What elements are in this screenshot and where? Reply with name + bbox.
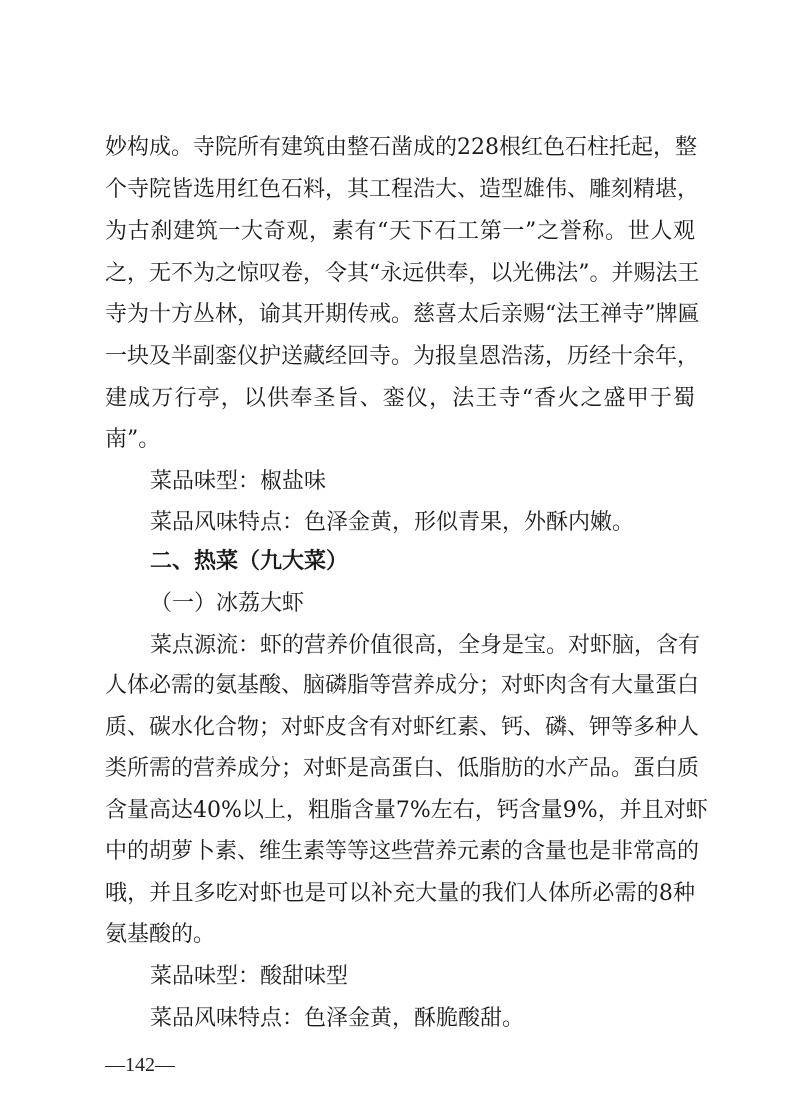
body-text-line: 建成万行亭，以供奉圣旨、銮仪，法王寺“香火之盛甲于蜀 [105,386,695,411]
body-text-line: 人体必需的氨基酸、脑磷脂等营养成分；对虾肉含有大量蛋白 [105,673,700,698]
body-text-line: 个寺院皆选用红色石料，其工程浩大、造型雄伟、雕刻精堪， [105,177,700,202]
flavor-type-text: 菜品味型：椒盐味 [150,469,327,494]
flavor-features-text: 菜品风味特点：色泽金黄，酥脆酸甜。 [150,1006,525,1031]
body-text-line: 南”。 [105,427,161,452]
body-text-line: 之，无不为之惊叹卷，令其“永远供奉，以光佛法”。并赐法王 [105,261,700,286]
subsection-heading: （一）冰荔大虾 [150,591,305,616]
body-text-line: 一块及半副銮仪护送藏经回寺。为报皇恩浩荡，历经十余年， [105,344,700,369]
flavor-features-text: 菜品风味特点：色泽金黄，形似青果，外酥内嫩。 [150,510,635,535]
body-text-line: 含量高达40%以上，粗脂含量7%左右，钙含量9%，并且对虾 [105,798,708,823]
section-heading: 二、热菜（九大菜） [150,549,349,574]
body-text-line: 菜点源流：虾的营养价值很高，全身是宝。对虾脑，含有 [150,633,701,658]
body-text-line: 哦，并且多吃对虾也是可以补充大量的我们人体所必需的8种 [105,881,695,906]
body-text-line: 类所需的营养成分；对虾是高蛋白、低脂肪的水产品。蛋白质 [105,756,700,781]
page-number: —142— [105,1054,175,1076]
body-text-line: 中的胡萝卜素、维生素等等这些营养元素的含量也是非常高的 [105,839,700,864]
body-text-line: 寺为十方丛林，谕其开期传戒。慈喜太后亲赐“法王禅寺”牌匾 [105,302,700,327]
body-text-line: 妙构成。寺院所有建筑由整石凿成的228根红色石柱托起，整 [105,135,697,160]
flavor-type-text: 菜品味型：酸甜味型 [150,964,349,989]
body-text-line: 为古刹建筑一大奇观，素有“天下石工第一”之誉称。世人观 [105,219,695,244]
body-text-line: 氨基酸的。 [105,922,216,947]
body-text-line: 质、碳水化合物；对虾皮含有对虾红素、钙、磷、钾等多种人 [105,715,700,740]
